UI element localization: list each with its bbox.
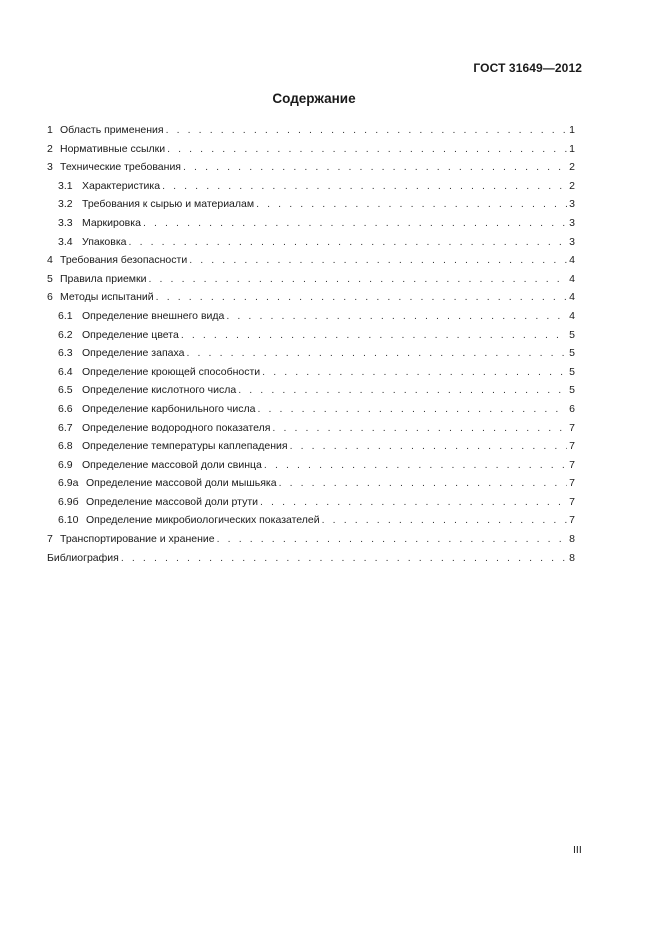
toc-entry-page: 1 <box>569 142 575 155</box>
dot-leader <box>162 177 567 196</box>
toc-entry-6-7[interactable] <box>47 419 575 438</box>
dot-leader <box>156 288 568 307</box>
toc-entry-4[interactable] <box>47 251 575 270</box>
toc-entry-number: 3 <box>47 161 53 174</box>
toc-entry-page: 1 <box>569 124 575 136</box>
toc-entry-number: 4 <box>47 254 53 267</box>
toc-entry-number: 6.9а <box>58 477 79 490</box>
toc-entry-number: 3.2 <box>58 198 73 211</box>
toc-entry-3-1[interactable] <box>47 177 575 196</box>
dot-leader <box>166 121 568 140</box>
dot-leader <box>256 195 567 214</box>
dot-leader <box>260 493 567 512</box>
toc-entry-3[interactable] <box>47 158 575 177</box>
toc-entry-6-9[interactable] <box>47 456 575 475</box>
toc-entry-label: Определение запаха <box>82 347 185 360</box>
dot-leader <box>226 307 567 326</box>
toc-entry-page: 4 <box>569 309 575 322</box>
toc-entry-label: Область применения <box>60 124 164 136</box>
toc-entry-label: Определение микробиологических показателей <box>86 514 320 527</box>
toc-entry-page: 2 <box>569 179 575 192</box>
toc-entry-number: 6.8 <box>58 440 73 453</box>
toc-entry-number: 6.10 <box>58 514 79 527</box>
toc-entry-page: 7 <box>569 440 575 453</box>
toc-entry-number: 1 <box>47 124 53 136</box>
toc-entry-3-4[interactable] <box>47 233 575 252</box>
dot-leader <box>217 530 568 549</box>
toc-entry-page: 6 <box>569 402 575 415</box>
toc-entry-3-3[interactable] <box>47 214 575 233</box>
toc-entry-page: 7 <box>569 495 575 508</box>
toc-entry-number: 6 <box>47 291 53 304</box>
dot-leader <box>322 511 568 530</box>
page-title: Содержание <box>272 91 356 106</box>
toc-entry-6[interactable] <box>47 288 575 307</box>
dot-leader <box>290 437 568 456</box>
dot-leader <box>167 140 567 159</box>
table-of-contents <box>47 121 575 567</box>
toc-entry-3-2[interactable] <box>47 195 575 214</box>
toc-entry-6-2[interactable] <box>47 326 575 345</box>
toc-entry-label: Определение массовой доли ртути <box>86 495 259 508</box>
toc-entry-6-3[interactable] <box>47 344 575 363</box>
toc-entry-label: Определение массовой доли мышьяка <box>86 477 277 490</box>
toc-entry-page: 3 <box>569 216 575 229</box>
toc-entry-page: 5 <box>569 365 575 378</box>
toc-entry-label: Определение цвета <box>82 328 179 341</box>
toc-entry-label: Определение карбонильного числа <box>82 402 256 415</box>
dot-leader <box>189 251 567 270</box>
toc-entry-page: 5 <box>569 347 575 360</box>
toc-entry-page: 8 <box>569 551 575 564</box>
toc-entry-label: Библиография <box>47 551 119 564</box>
toc-entry-2[interactable] <box>47 140 575 159</box>
toc-entry-number: 6.4 <box>58 365 73 378</box>
dot-leader <box>238 381 567 400</box>
toc-entry-7[interactable] <box>47 530 575 549</box>
toc-entry-page: 4 <box>569 291 575 304</box>
toc-entry-label: Определение кислотного числа <box>82 384 237 397</box>
toc-entry-label: Требования к сырью и материалам <box>82 198 255 211</box>
toc-entry-number: 6.3 <box>58 347 73 360</box>
dot-leader <box>186 344 567 363</box>
dot-leader <box>121 549 567 568</box>
dot-leader <box>183 158 567 177</box>
toc-entry-label: Упаковка <box>82 235 127 248</box>
toc-entry-6-5[interactable] <box>47 381 575 400</box>
toc-entry-6-1[interactable] <box>47 307 575 326</box>
toc-entry-6-8[interactable] <box>47 437 575 456</box>
toc-entry-page: 4 <box>569 272 575 285</box>
toc-entry-page: 4 <box>569 254 575 267</box>
toc-entry-number: 7 <box>47 533 53 546</box>
toc-entry-label: Транспортирование и хранение <box>60 533 215 546</box>
toc-entry-number: 6.6 <box>58 402 73 415</box>
toc-entry-label: Определение температуры каплепадения <box>82 440 288 453</box>
toc-entry-label: Маркировка <box>82 216 141 229</box>
dot-leader <box>143 214 567 233</box>
toc-entry-label: Определение внешнего вида <box>82 309 225 322</box>
toc-entry-number: 3.3 <box>58 216 73 229</box>
toc-entry-page: 8 <box>569 533 575 546</box>
toc-entry-label: Требования безопасности <box>60 254 188 267</box>
toc-entry-6-6[interactable] <box>47 400 575 419</box>
toc-entry-label: Технические требования <box>60 161 181 174</box>
dot-leader <box>148 270 567 289</box>
dot-leader <box>129 233 568 252</box>
toc-entry-1[interactable] <box>47 121 575 140</box>
toc-entry-page: 7 <box>569 514 575 527</box>
toc-entry-page: 3 <box>569 235 575 248</box>
dot-leader <box>257 400 567 419</box>
toc-entry-number: 6.5 <box>58 384 73 397</box>
dot-leader <box>262 363 567 382</box>
toc-entry-number: 6.9 <box>58 458 73 471</box>
toc-entry-page: 3 <box>569 198 575 211</box>
toc-entry-6-10[interactable] <box>47 511 575 530</box>
toc-entry-number: 5 <box>47 272 53 285</box>
toc-entry-page: 5 <box>569 384 575 397</box>
toc-entry-label: Правила приемки <box>60 272 147 285</box>
dot-leader <box>181 326 567 345</box>
toc-entry-label: Определение водородного показателя <box>82 421 271 434</box>
toc-entry-label: Методы испытаний <box>60 291 154 304</box>
toc-entry-6-9b[interactable] <box>47 493 575 512</box>
toc-entry-page: 2 <box>569 161 575 174</box>
document-code: ГОСТ 31649—2012 <box>473 61 582 75</box>
toc-entry-number: 3.1 <box>58 179 73 192</box>
toc-entry-5[interactable] <box>47 270 575 289</box>
toc-entry-page: 7 <box>569 458 575 471</box>
page-number: III <box>573 844 582 856</box>
toc-entry-number: 3.4 <box>58 235 73 248</box>
toc-entry-label: Определение массовой доли свинца <box>82 458 262 471</box>
toc-entry-number: 6.7 <box>58 421 73 434</box>
toc-entry-6-9a[interactable] <box>47 474 575 493</box>
toc-entry-number: 6.9б <box>58 495 79 508</box>
toc-entry-number: 6.1 <box>58 309 73 322</box>
toc-entry-bibliography[interactable] <box>47 549 575 568</box>
toc-entry-page: 5 <box>569 328 575 341</box>
toc-entry-label: Характеристика <box>82 179 161 192</box>
toc-entry-label: Определение кроющей способности <box>82 365 261 378</box>
toc-entry-number: 2 <box>47 142 53 155</box>
toc-entry-label: Нормативные ссылки <box>60 142 166 155</box>
dot-leader <box>279 474 568 493</box>
toc-entry-page: 7 <box>569 477 575 490</box>
toc-entry-page: 7 <box>569 421 575 434</box>
dot-leader <box>264 456 567 475</box>
toc-entry-number: 6.2 <box>58 328 73 341</box>
toc-entry-6-4[interactable] <box>47 363 575 382</box>
dot-leader <box>272 419 567 438</box>
